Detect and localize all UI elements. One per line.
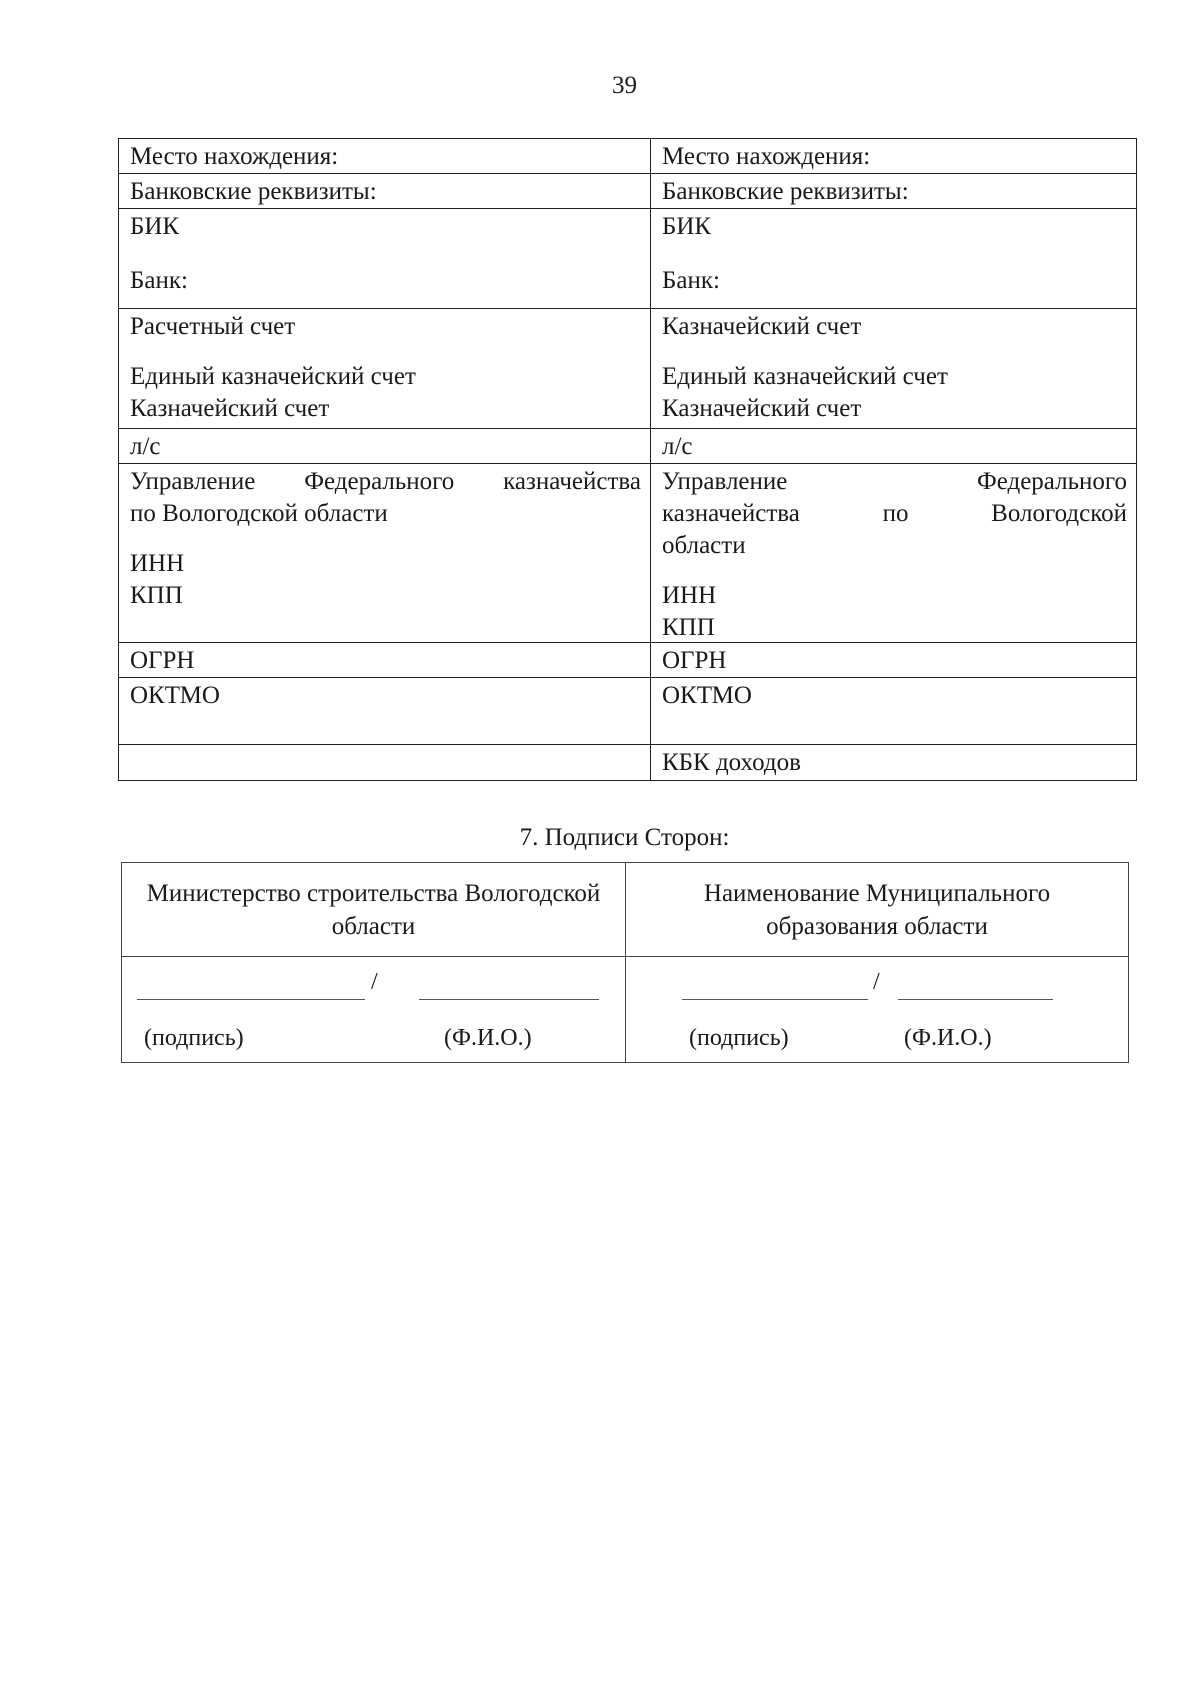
personal-account-cell-left	[119, 429, 651, 463]
bank-details-label: Банковские реквизиты:	[130, 178, 377, 205]
kbk-cell-left	[119, 745, 651, 780]
personal-account-label: л/с	[662, 433, 693, 460]
right-party-line: Наименование Муниципального	[703, 880, 1051, 907]
name-line	[419, 999, 599, 1000]
location-cell-right	[651, 139, 1136, 173]
treasury-cell-left	[119, 464, 651, 642]
signatures-table	[121, 862, 1129, 1063]
bik-label: БИК	[130, 213, 180, 240]
ogrn-cell-left	[119, 643, 651, 677]
signatures-body-row	[122, 956, 1128, 1062]
location-label: Место нахождения:	[130, 143, 339, 170]
signatures-header-row	[122, 863, 1128, 956]
accounts-cell-right	[651, 309, 1136, 428]
bik-bank-cell-right	[651, 209, 1136, 308]
treasury-name-line: Управление Федерального казначейства	[130, 468, 641, 495]
name-caption: (Ф.И.О.)	[444, 1025, 532, 1051]
settlement-account-label: Расчетный счет	[130, 313, 296, 340]
left-party-line: области	[331, 913, 416, 940]
oktmo-row	[119, 677, 1136, 744]
treasury-account-label: Казначейский счет	[662, 395, 862, 422]
bank-details-label: Банковские реквизиты:	[662, 178, 909, 205]
right-signature-block	[625, 957, 1128, 1062]
ogrn-cell-right	[651, 643, 1136, 677]
ogrn-row	[119, 642, 1136, 677]
left-party-name	[122, 863, 625, 956]
treasury-account-label: Казначейский счет	[662, 313, 862, 340]
personal-account-cell-right	[651, 429, 1136, 463]
bank-label: Банк:	[662, 267, 720, 294]
right-party-name	[625, 863, 1128, 956]
ogrn-label: ОГРН	[130, 647, 195, 674]
location-cell-left	[119, 139, 651, 173]
page-number: 39	[612, 72, 637, 99]
bank-details-cell-right	[651, 174, 1136, 208]
name-caption: (Ф.И.О.)	[904, 1025, 992, 1051]
slash-separator: /	[873, 969, 880, 995]
kbk-label: КБК доходов	[662, 749, 801, 776]
oktmo-label: ОКТМО	[662, 682, 752, 709]
requisites-table	[118, 138, 1137, 781]
oktmo-label: ОКТМО	[130, 682, 220, 709]
bank-details-row	[119, 173, 1136, 208]
left-party-line: Министерство строительства Вологодской	[146, 880, 601, 907]
name-line	[898, 999, 1053, 1000]
section-title: 7. Подписи Сторон:	[519, 824, 730, 851]
bank-details-cell-left	[119, 174, 651, 208]
treasury-name-line: казначейства по Вологодской	[662, 500, 1127, 527]
treasury-row	[119, 463, 1136, 642]
treasury-cell-right	[651, 464, 1136, 642]
bik-bank-row	[119, 208, 1136, 308]
accounts-row	[119, 308, 1136, 428]
treasury-name-line: Управление Федерального	[662, 468, 1127, 495]
bik-label: БИК	[662, 213, 712, 240]
single-treasury-account-label: Единый казначейский счет	[662, 363, 948, 390]
ogrn-label: ОГРН	[662, 647, 727, 674]
kbk-cell-right	[651, 745, 1136, 780]
inn-label: ИНН	[130, 550, 185, 577]
oktmo-cell-right	[651, 678, 1136, 744]
left-signature-block	[122, 957, 625, 1062]
treasury-name-line: по Вологодской области	[130, 500, 388, 527]
signature-caption: (подпись)	[689, 1025, 789, 1051]
bank-label: Банк:	[130, 267, 188, 294]
right-party-line: образования области	[766, 913, 988, 940]
oktmo-cell-left	[119, 678, 651, 744]
signature-line	[137, 999, 365, 1000]
kpp-label: КПП	[130, 582, 183, 609]
treasury-account-label: Казначейский счет	[130, 395, 330, 422]
accounts-cell-left	[119, 309, 651, 428]
signature-line	[682, 999, 868, 1000]
kbk-row	[119, 744, 1136, 780]
location-row	[119, 139, 1136, 173]
inn-label: ИНН	[662, 582, 717, 609]
treasury-name-line: области	[662, 532, 746, 559]
location-label: Место нахождения:	[662, 143, 871, 170]
slash-separator: /	[371, 969, 378, 995]
personal-account-row	[119, 428, 1136, 463]
signature-caption: (подпись)	[144, 1025, 244, 1051]
personal-account-label: л/с	[130, 433, 161, 460]
single-treasury-account-label: Единый казначейский счет	[130, 363, 416, 390]
bik-bank-cell-left	[119, 209, 651, 308]
kpp-label: КПП	[662, 614, 715, 641]
